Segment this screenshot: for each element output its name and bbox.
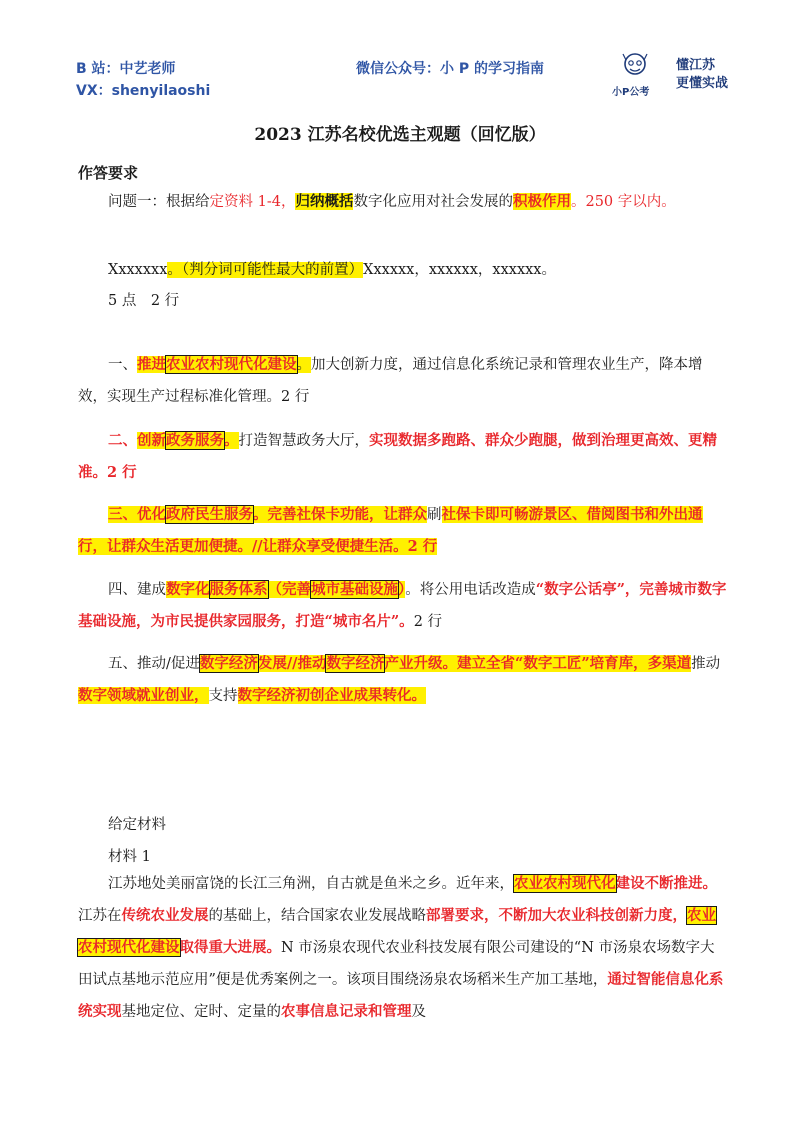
p5-boxed-2: 数字经济 [326,655,385,672]
q-text-6: 。250 字以内。 [570,194,676,210]
m1-text-9: 取得重大进展。 [179,939,281,956]
p3-text: 。完善社保卡功能，让群众 [253,506,427,523]
question-one [108,190,676,211]
m1-text-6: 的基础上，结合国家农业发展战略 [208,908,426,924]
m1-text-11: 通过智能信息化系统实现 [78,971,724,1020]
mascot-icon [618,50,652,84]
p2-body: 打造智慧政务大厅， [238,433,369,449]
p4-keyword: 数字化 [166,581,210,598]
requirements-heading: 作答要求 [78,164,139,182]
p2-index: 二、 [108,432,137,449]
q-text-4: 数字化应用对社会发展的 [353,194,513,210]
m1-text-4: 江苏在 [78,908,122,924]
p4-body: 。将公用电话改造成 [405,582,536,598]
template-3: Xxxxxx，xxxxxx，xxxxxx。 [363,262,556,278]
p2-boxed: 政务服务 [166,432,224,449]
p2-highlight: 实现数据多跑路、群众少跑腿，做到治理更高效、更精准。 [78,432,717,481]
q-text-1: 问题一：根据给 [108,194,210,210]
header-contact [76,58,210,102]
p3-body: 社保卡即可畅游景区、借阅图书和外出通行，让群众生活更加便捷。//让群众享受便捷生活。 [78,506,703,555]
answer-template [108,258,556,279]
m1-text-7: 部署要求，不断加大农业科技创新力度， [426,907,687,924]
template-2: 。（判分词可能性最大的前置） [167,262,364,278]
template-1: Xxxxxxx [108,262,168,278]
p4-paren-open: （完善 [267,581,311,598]
m1-text-1: 江苏地处美丽富饶的长江三角洲，自古就是鱼米之乡。近年来， [108,876,514,892]
p5-plain: 推动 [691,656,721,672]
q-text-2: 定资料 1-4， [209,194,296,210]
p1-body: 加大创新力度，通过信息化系统记录和管理农业生产，降本增效，实现生产过程标准化管理。2 行 [78,357,703,405]
p5-text-2: 产业升级。建立全省“数字工匠”培育库，多渠道 [384,655,692,672]
p5-text-3: 数字领域就业创业， [78,687,209,704]
m1-boxed: 农业农村现代化 [514,875,616,892]
p4-paren-close: ） [398,581,406,598]
p2-lines: 2 行 [107,464,137,481]
p4-boxed: 服务体系 [209,581,268,598]
p5-text: 发展//推动 [257,655,327,672]
p4-boxed-2: 城市基础设施 [311,581,398,598]
p5-boxed: 数字经济 [199,655,258,672]
p1-stop: 。 [296,357,311,373]
p4-highlight: “数字公话亭”，完善城市数字基础设施，为市民提供家园服务，打造“城市名片”。 [78,581,727,630]
logo-slogan-2: 更懂实战 [676,76,729,91]
m1-text-3: 建设不断推进。 [615,875,717,892]
point-five [78,648,728,712]
vx-label: VX：shenyilaoshi [76,83,211,99]
p3-index: 三、优化 [108,506,166,523]
m1-text-13: 农事信息记录和管理 [281,1003,412,1020]
p3-lines: 2 行 [407,538,438,555]
materials-heading: 给定材料 [108,817,166,833]
p5-index: 五、推动/促进 [108,656,200,672]
m1-text-12: 基地定位、定时、定量的 [121,1004,281,1020]
p3-boxed: 政府民生服务 [166,506,253,523]
material-1-body [78,868,728,1028]
p3-plain: 刷 [427,507,442,523]
wechat-label: 微信公众号：小 P 的学习指南 [356,61,545,77]
p5-plain-2: 支持 [208,688,238,704]
point-one [78,349,728,413]
document-title: 2023 江苏名校优选主观题（回忆版） [254,125,546,145]
p4-lines: 2 行 [413,614,443,630]
q-keyword-summarize: 归纳概括 [295,193,354,210]
logo-slogan-1: 懂江苏 [676,58,716,73]
logo-brand: 小P公考 [612,87,650,98]
point-three [78,499,728,563]
p1-boxed: 农业农村现代化建设 [166,356,297,373]
m1-boxed-2: 农业农村现代化建设 [78,907,716,956]
p2-keyword: 创新 [137,432,166,449]
point-four [78,574,728,638]
p1-index: 一、 [108,357,137,373]
scoring-note: 5 点 2 行 [108,293,180,309]
p4-index: 四、建成 [108,582,166,598]
logo [606,50,736,100]
m1-text-5: 传统农业发展 [121,907,209,924]
bilibili-label: B 站：中艺老师 [76,61,176,77]
m1-text-10: N 市汤泉农现代农业科技发展有限公司建设的“N 市汤泉农场数字大田试点基地示范应用”便是优秀案例之一。该项目围绕汤泉农场稻米生产加工基地， [78,940,715,988]
point-two [78,425,728,489]
material-1-label: 材料 1 [108,849,151,865]
m1-text-14: 及 [411,1004,426,1020]
p1-keyword: 推进 [137,356,166,373]
p5-text-4: 数字经济初创企业成果转化。 [237,687,426,704]
p2-stop: 。 [224,432,239,449]
q-keyword-positive: 积极作用 [512,193,571,210]
